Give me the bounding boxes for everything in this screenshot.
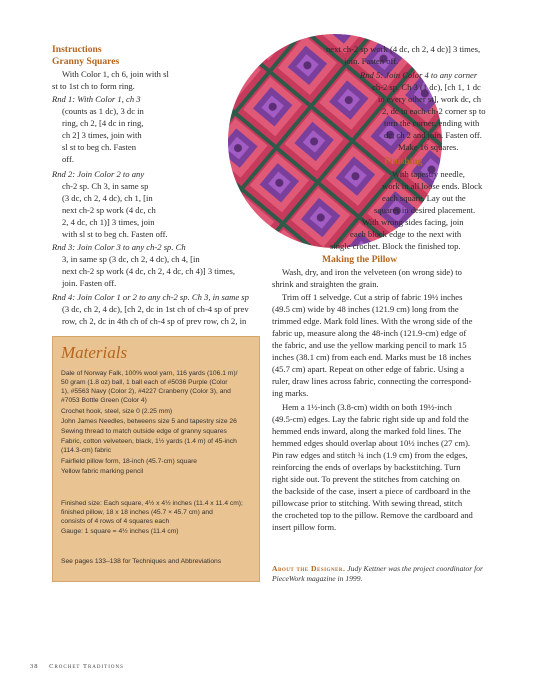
text-line: row, ch 2, dc in 4th ch of ch-4 sp of prev row, ch 2, in: [62, 316, 247, 326]
designer-label: About the Designer.: [272, 564, 346, 573]
text-line: Pin raw edges and stitch ¾ inch (1.9 cm) from the edges,: [272, 450, 468, 460]
text-line: reinforcing the ends of overlaps by backstitching. Turn: [272, 462, 461, 472]
text-line: Rnd 3: Join Color 3 to any ch-2 sp. Ch: [52, 242, 186, 252]
text-line: st to 1st ch to form ring.: [52, 81, 135, 91]
materials-line: Fabric, cotton velveteen, black, 1½ yards (1.4 m) of 45-inch: [61, 438, 237, 445]
text-line: ruler, draw lines across fabric, connecting the correspond-: [272, 376, 472, 386]
text-line: ring, ch 2, [4 dc in ring,: [62, 118, 144, 128]
text-line: (45.7 cm) apart. Repeat on other edge of fabric. Using a: [272, 364, 465, 374]
materials-line: 50 gram (1.8 oz) ball, 1 ball each of #5036 Purple (Color: [61, 379, 228, 386]
text-line: next ch-2 sp work (4 dc, ch: [62, 205, 156, 215]
text-line: pillowcase prior to stitching. With sewing thread, stitch: [272, 498, 463, 508]
text-line: next ch-2 sp work (4 dc, ch 2, 4 dc)] 3 times,: [326, 44, 481, 54]
text-line: ch 2] 3 times, join with: [62, 130, 142, 140]
text-line: Wash, dry, and iron the velveteen (on wrong side) to: [282, 267, 462, 277]
book-title: Crochet Traditions: [49, 663, 124, 670]
materials-line: Crochet hook, steel, size 0 (2.25 mm): [61, 408, 173, 415]
text-line: next ch-2 sp work (4 dc, ch 2, 4 dc, ch 4)] 3 times,: [62, 266, 236, 276]
text-line: With Color 1, ch 6, join with sl: [62, 69, 169, 79]
materials-line: John James Needles, betweens size 5 and tapestry size 26: [61, 418, 237, 425]
text-line: inches (38.1 cm) from each end. Marks must be 18 inches: [272, 352, 472, 362]
text-line: with sl st to beg ch. Fasten off.: [62, 229, 168, 239]
materials-line: Fairfield pillow form, 18-inch (45.7-cm) square: [61, 458, 198, 465]
text-line: dc, ch 2 and join. Fasten off.: [384, 130, 482, 140]
materials-line: consists of 4 rows of 4 squares each: [61, 518, 170, 525]
text-line: hemmed ends inward, along the marked fold lines. The: [272, 426, 462, 436]
page-number: 38: [30, 663, 39, 670]
text-line: the fabric, and use the yellow marking pencil to mark 15: [272, 340, 467, 350]
text-line: Rnd 1: With Color 1, ch 3: [52, 94, 141, 104]
text-line: off.: [62, 154, 75, 164]
materials-line: 1), #5563 Navy (Color 2), #4227 Cranberry (Color 3), and: [61, 388, 231, 395]
materials-line: Sewing thread to match outside edge of granny squares: [61, 428, 227, 435]
text-line: insert pillow form.: [272, 522, 337, 532]
text-line: the crocheted top to the pillow. Remove the cardboard and: [272, 510, 473, 520]
materials-line: Gauge: 1 square = 4½ inches (11.4 cm): [61, 528, 179, 535]
text-line: Trim off 1 selvedge. Cut a strip of fabric 19½ inches: [282, 292, 463, 302]
text-line: 2, 4 dc, ch 1)] 3 times, join: [62, 217, 155, 227]
materials-line: Dale of Norway Falk, 100% wool yarn, 116 yards (106.1 m)/: [61, 370, 238, 377]
text-line: sl st to beg ch. Fasten: [62, 142, 136, 152]
text-line: turn the corner, ending with: [384, 118, 480, 128]
text-line: (counts as 1 dc), 3 dc in: [62, 106, 144, 116]
text-line: Make 16 squares.: [398, 142, 459, 152]
about-designer: [272, 564, 496, 585]
materials-title: Materials: [61, 343, 128, 362]
granny-squares-heading: Granny Squares: [52, 56, 120, 67]
text-line: ch-2 sp. Ch 3, in same sp: [62, 181, 149, 191]
text-line: each square. Lay out the: [382, 193, 466, 203]
text-line: single crochet. Block the finished top.: [330, 241, 461, 251]
making-pillow-heading: Making the Pillow: [322, 254, 398, 265]
text-line: (49.5-cm) edges. Lay the fabric right side up and fold the: [272, 414, 469, 424]
materials-line: finished pillow, 18 x 18 inches (45.7 × 45.7 cm) and: [61, 509, 213, 516]
text-line: join. Fasten off.: [62, 278, 117, 288]
text-line: right side out. To prevent the stitches from catching on: [272, 474, 460, 484]
text-line: (3 dc, ch 2, 4 dc), [ch 2, dc in 1st ch of ch-4 sp of prev: [62, 304, 249, 314]
text-line: Rnd 4: Join Color 1 or 2 to any ch-2 sp. Ch 3, in same sp: [52, 292, 249, 302]
text-line: With tapestry needle,: [392, 169, 465, 179]
text-line: ch-2 sp. Ch 3 (1 dc), [ch 1, 1 dc: [372, 82, 481, 92]
text-line: (3 dc, ch 2, 4 dc), ch 1, [in: [62, 193, 153, 203]
text-line: hemmed edges should overlap about 10½ inches (27 cm).: [272, 438, 471, 448]
materials-line: #7053 Bottle Green (Color 4): [61, 397, 147, 404]
text-line: shrink and straighten the grain.: [272, 279, 379, 289]
page-footer: [30, 663, 124, 670]
text-line: (49.5 cm) wide by 48 inches (121.9 cm) long from the: [272, 304, 459, 314]
text-line: squares in desired placement.: [374, 205, 476, 215]
text-line: the backside of the case, insert a piece of cardboard in the: [272, 486, 471, 496]
text-line: fabric up, measure along the 48-inch (121.9-cm) edge of: [272, 328, 467, 338]
text-line: Hem a 1½-inch (3.8-cm) width on both 19½-inch: [282, 402, 452, 412]
text-line: join. Fasten off.: [344, 56, 399, 66]
text-line: in every other st], work dc, ch: [378, 94, 482, 104]
materials-line: Yellow fabric marking pencil: [61, 468, 144, 475]
text-line: ing marks.: [272, 388, 309, 398]
finishing-heading: Finishing: [384, 156, 423, 167]
text-line: With wrong sides facing, join: [362, 217, 464, 227]
text-line: 3, in same sp (3 dc, ch 2, 4 dc), ch 4, [in: [62, 254, 200, 264]
text-line: trimmed edge. Mark fold lines. With the wrong side of the: [272, 316, 473, 326]
text-line: Rnd 2: Join Color 2 to any: [52, 169, 145, 179]
text-line: Rnd 5: Join Color 4 to any corner: [360, 70, 478, 80]
materials-box: [52, 336, 260, 582]
instructions-heading: Instructions: [52, 44, 102, 55]
text-line: 2, dc in each ch-2 corner sp to: [382, 106, 486, 116]
text-line: each block edge to the next with: [350, 229, 462, 239]
materials-line: See pages 133–138 for Techniques and Abbreviations: [61, 558, 222, 565]
designer-text: Judy Kettner was the project coordinator for PieceWork magazine in 1999.: [272, 564, 483, 584]
materials-line: Finished size: Each square, 4½ x 4½ inches (11.4 x 11.4 cm);: [61, 500, 243, 507]
materials-line: (114.3-cm) fabric: [61, 447, 112, 454]
text-line: work in all loose ends. Block: [382, 181, 483, 191]
